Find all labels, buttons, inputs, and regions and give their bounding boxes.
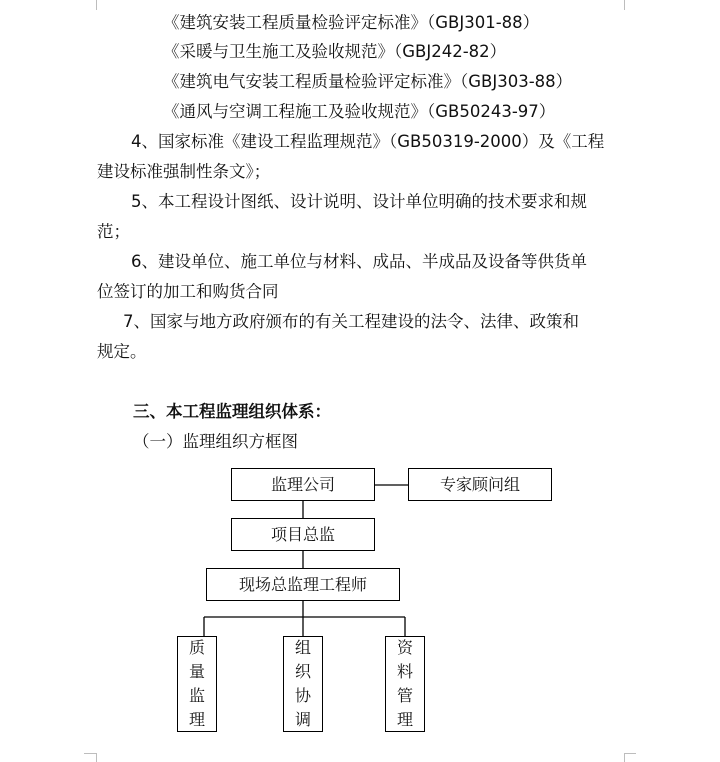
- dept-char: 量: [188, 662, 205, 681]
- item-6-line1: 6、建设单位、施工单位与材料、成品、半成品及设备等供货单: [131, 252, 587, 271]
- item-6-line2: 位签订的加工和购货合同: [97, 282, 279, 301]
- dept-char: 理: [188, 710, 205, 729]
- dept-char: 管: [396, 686, 413, 705]
- standard-line: 《建筑电气安装工程质量检验评定标准》（GBJ303-88）: [163, 72, 573, 91]
- org-box-coordination: [283, 636, 323, 732]
- standard-line: 《采暖与卫生施工及验收规范》（GBJ242-82）: [163, 42, 507, 61]
- dept-char: 调: [294, 710, 311, 729]
- dept-char: 理: [396, 710, 413, 729]
- org-box-company: 监理公司: [231, 468, 375, 501]
- dept-char: 资: [396, 638, 413, 657]
- item-7-line2: 规定。: [97, 342, 147, 361]
- sub-heading: （一）监理组织方框图: [133, 432, 298, 451]
- org-box-site-chief: 现场总监理工程师: [206, 568, 400, 601]
- item-5-line2: 范；: [97, 222, 130, 241]
- dept-char: 料: [396, 662, 413, 681]
- org-box-advisors: 专家顾问组: [408, 468, 552, 501]
- dept-char: 质: [188, 638, 205, 657]
- dept-char: 组: [294, 638, 311, 657]
- dept-char: 织: [294, 662, 311, 681]
- org-box-project-director: 项目总监: [231, 518, 375, 551]
- standard-line: 《建筑安装工程质量检验评定标准》（GBJ301-88）: [163, 13, 540, 32]
- item-4-line2: 建设标准强制性条文》；: [97, 162, 271, 181]
- dept-char: 监: [188, 686, 205, 705]
- section-heading: 三、本工程监理组织体系：: [133, 402, 331, 421]
- org-box-records-management: [385, 636, 425, 732]
- dept-char: 协: [294, 686, 311, 705]
- standard-line: 《通风与空调工程施工及验收规范》（GB50243-97）: [163, 102, 556, 121]
- org-box-quality-supervision: [177, 636, 217, 732]
- item-7-line1: 7、国家与地方政府颁布的有关工程建设的法令、法律、政策和: [123, 312, 579, 331]
- item-4-line1: 4、国家标准《建设工程监理规范》（GB50319-2000）及《工程: [131, 132, 605, 151]
- item-5-line1: 5、本工程设计图纸、设计说明、设计单位明确的技术要求和规: [131, 192, 587, 211]
